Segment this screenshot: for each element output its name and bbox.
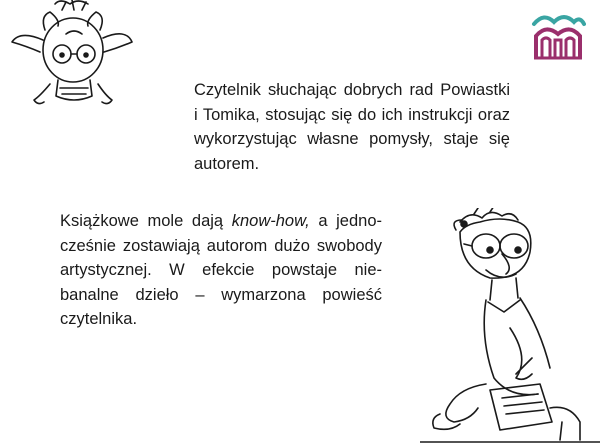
intro-paragraph (194, 78, 510, 176)
bookworms-paragraph (60, 209, 382, 332)
upside-down-bookworm-girl-illustration (0, 0, 140, 110)
paragraph-line: Czytelnik słuchając dobrych rad Powiastki (194, 81, 510, 99)
paragraph-line: i Tomika, stosując się do ich instrukcji oraz (194, 105, 510, 124)
writing-bookworm-man-illustration (420, 208, 600, 447)
text-run: Książkowe mole dają (60, 212, 232, 230)
paragraph-line (60, 209, 382, 234)
paragraph-line: artystycznej. W efekcie powstaje nie- (60, 261, 382, 279)
know-how-emphasis: know-how, (231, 212, 310, 230)
paragraph-line: czytelnika. (60, 310, 138, 328)
paragraph-line: cześnie zostawiają autorom dużo swobody (60, 236, 382, 255)
text-run: a jedno- (309, 212, 382, 230)
paragraph-line: wykorzystując własne pomysły, staje się (194, 130, 510, 148)
paragraph-line: banalne dzieło – wymarzona powieść (60, 285, 382, 304)
library-logo-icon (530, 10, 586, 60)
paragraph-line: autorem. (194, 154, 260, 173)
